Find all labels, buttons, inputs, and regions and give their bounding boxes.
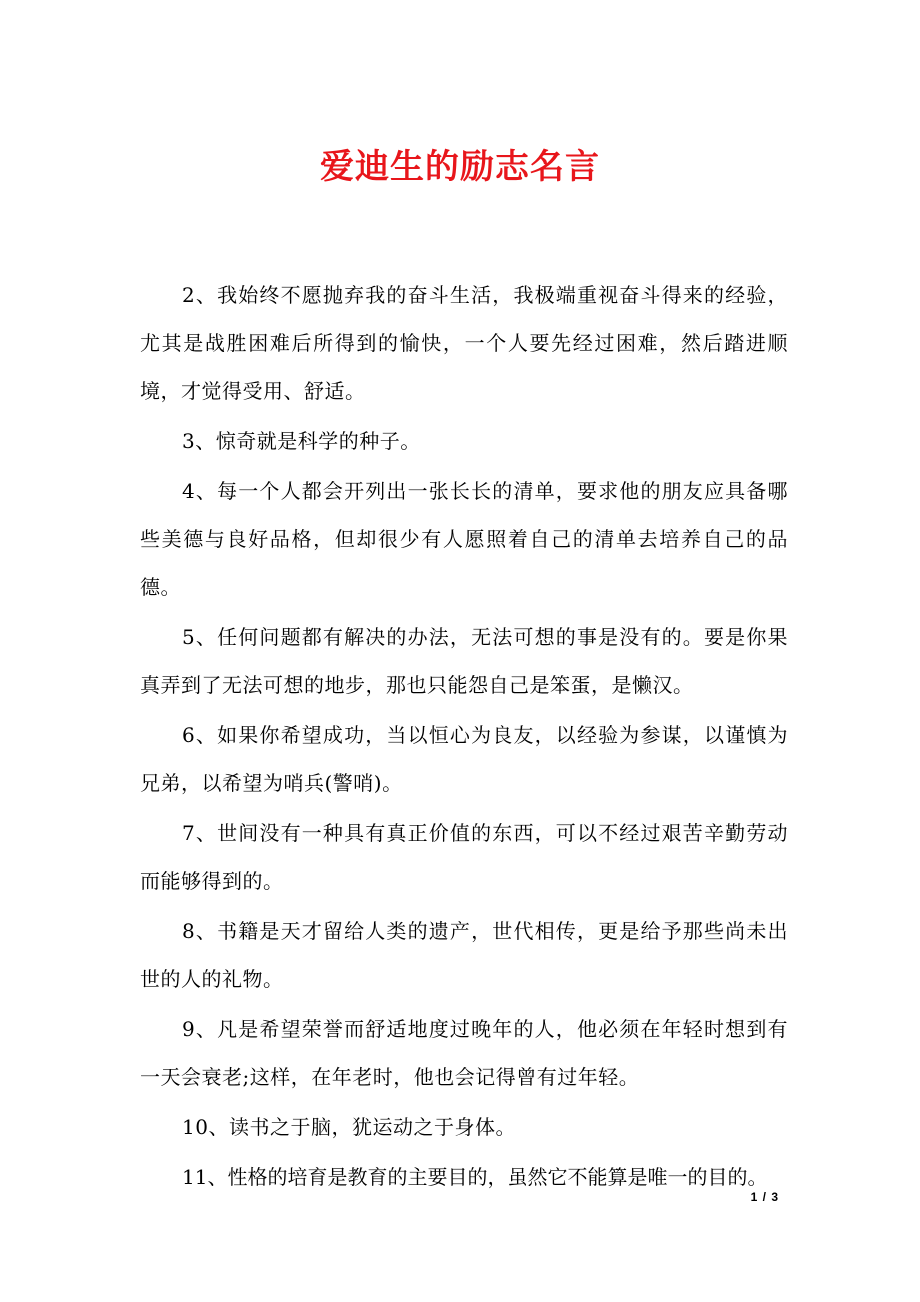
quote-paragraph-9: 9、凡是希望荣誉而舒适地度过晚年的人，他必须在年轻时想到有一天会衰老;这样，在年老时，他也会记得曾有过年轻。: [140, 1017, 788, 1089]
quote-paragraph-2: 2、我始终不愿抛弃我的奋斗生活，我极端重视奋斗得来的经验，尤其是战胜困难后所得到的愉快，一个人要先经过困难，然后踏进顺境，才觉得受用、舒适。: [140, 283, 788, 403]
quote-paragraph-4: 4、每一个人都会开列出一张长长的清单，要求他的朋友应具备哪些美德与良好品格，但却很少有人愿照着自己的清单去培养自己的品德。: [140, 479, 788, 599]
quote-paragraph-7: 7、世间没有一种具有真正价值的东西，可以不经过艰苦辛勤劳动而能够得到的。: [140, 821, 788, 893]
quote-paragraph-10: 10、读书之于脑，犹运动之于身体。: [182, 1115, 516, 1139]
quote-paragraph-11: 11、性格的培育是教育的主要目的，虽然它不能算是唯一的目的。: [182, 1165, 768, 1189]
quote-paragraph-8: 8、书籍是天才留给人类的遗产，世代相传，更是给予那些尚未出世的人的礼物。: [140, 919, 788, 991]
quote-paragraph-3: 3、惊奇就是科学的种子。: [182, 429, 421, 453]
quote-paragraph-6: 6、如果你希望成功，当以恒心为良友，以经验为参谋，以谨慎为兄弟，以希望为哨兵(警哨)。: [140, 723, 788, 795]
page-number: 1 / 3: [750, 1190, 779, 1204]
document-body: [140, 271, 788, 1203]
document-title: 爱迪生的励志名言: [320, 147, 600, 187]
quote-paragraph-5: 5、任何问题都有解决的办法，无法可想的事是没有的。要是你果真弄到了无法可想的地步，那也只能怨自己是笨蛋，是懒汉。: [140, 625, 788, 697]
